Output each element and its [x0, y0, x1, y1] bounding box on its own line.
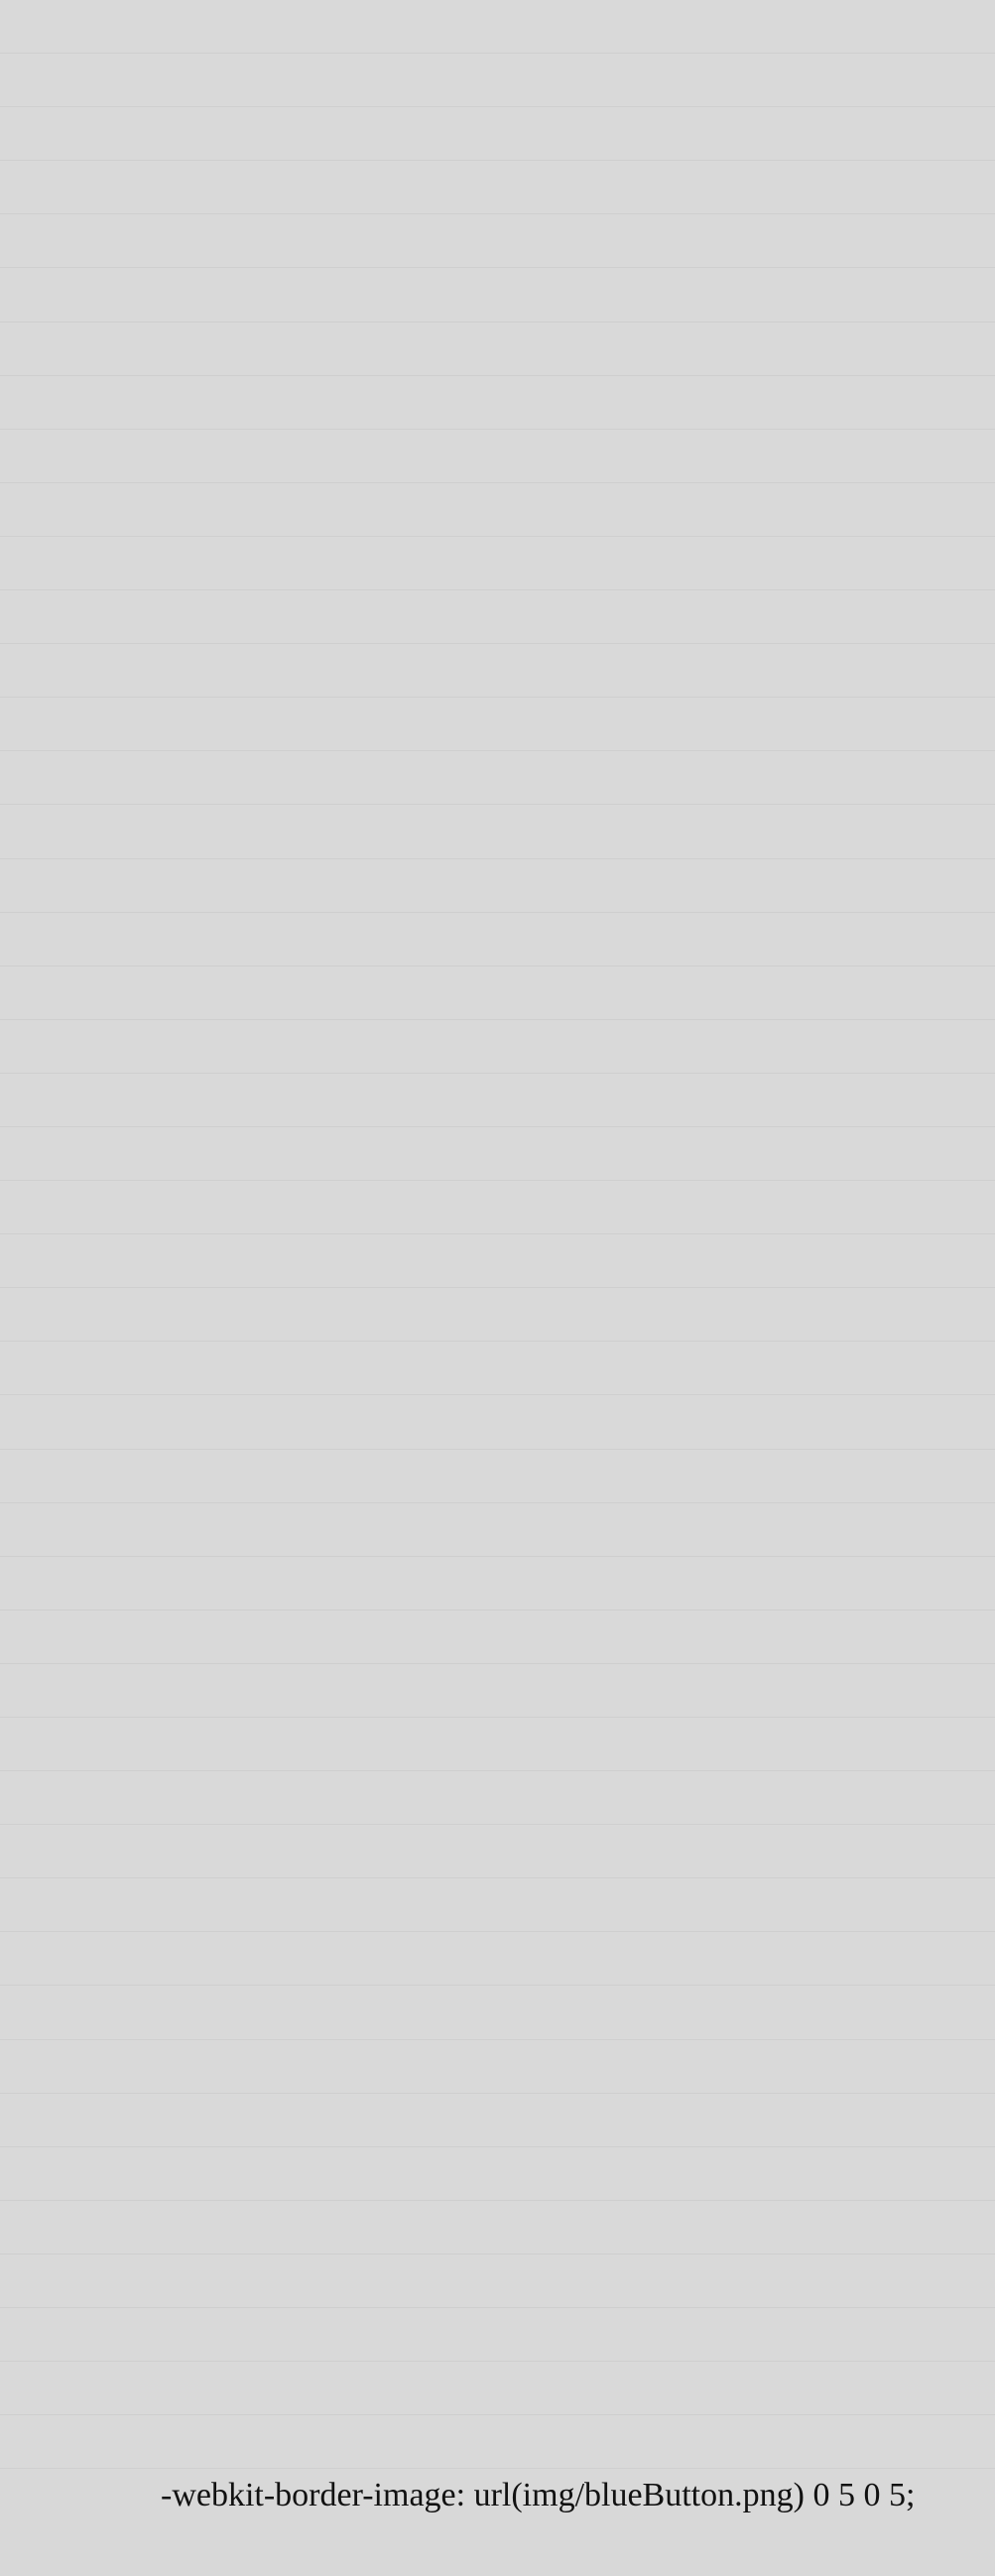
code-line	[0, 483, 995, 537]
code-line	[0, 2308, 995, 2362]
code-line	[0, 1234, 995, 1288]
code-line	[0, 1288, 995, 1342]
code-line	[0, 268, 995, 322]
code-line	[0, 1342, 995, 1395]
code-line	[0, 161, 995, 214]
code-line	[0, 1771, 995, 1825]
code-line	[0, 1825, 995, 1878]
code-line	[0, 1074, 995, 1127]
code-line	[0, 913, 995, 966]
code-line	[0, 322, 995, 376]
code-line	[0, 1718, 995, 1771]
code-line	[0, 2040, 995, 2094]
code-line	[0, 1127, 995, 1181]
code-line	[0, 1610, 995, 1664]
code-line	[0, 805, 995, 858]
code-line	[0, 214, 995, 268]
code-line	[0, 1664, 995, 1718]
code-line	[0, 107, 995, 161]
code-line	[0, 698, 995, 751]
code-line	[0, 0, 995, 54]
code-line	[0, 1503, 995, 1557]
code-line	[0, 1020, 995, 1074]
code-line	[0, 966, 995, 1020]
code-line	[0, 2362, 995, 2415]
code-line	[0, 2094, 995, 2147]
code-line	[0, 54, 995, 107]
code-line	[0, 1450, 995, 1503]
code-line	[0, 1986, 995, 2039]
code-line	[0, 430, 995, 483]
code-line	[0, 1932, 995, 1986]
code-line	[0, 2201, 995, 2254]
code-line	[0, 644, 995, 698]
code-line	[0, 1395, 995, 1449]
code-line	[0, 2254, 995, 2308]
code-line-text: -webkit-border-image: url(img/blueButton.png) 0 5 0 5;	[161, 2477, 916, 2514]
code-line	[0, 590, 995, 644]
code-line	[0, 2415, 995, 2514]
code-line	[0, 751, 995, 805]
code-line	[0, 2147, 995, 2201]
code-line	[0, 859, 995, 913]
code-line	[0, 1557, 995, 1610]
code-line	[0, 1878, 995, 1932]
code-line	[0, 1181, 995, 1234]
code-line	[0, 376, 995, 430]
code-line	[0, 537, 995, 590]
